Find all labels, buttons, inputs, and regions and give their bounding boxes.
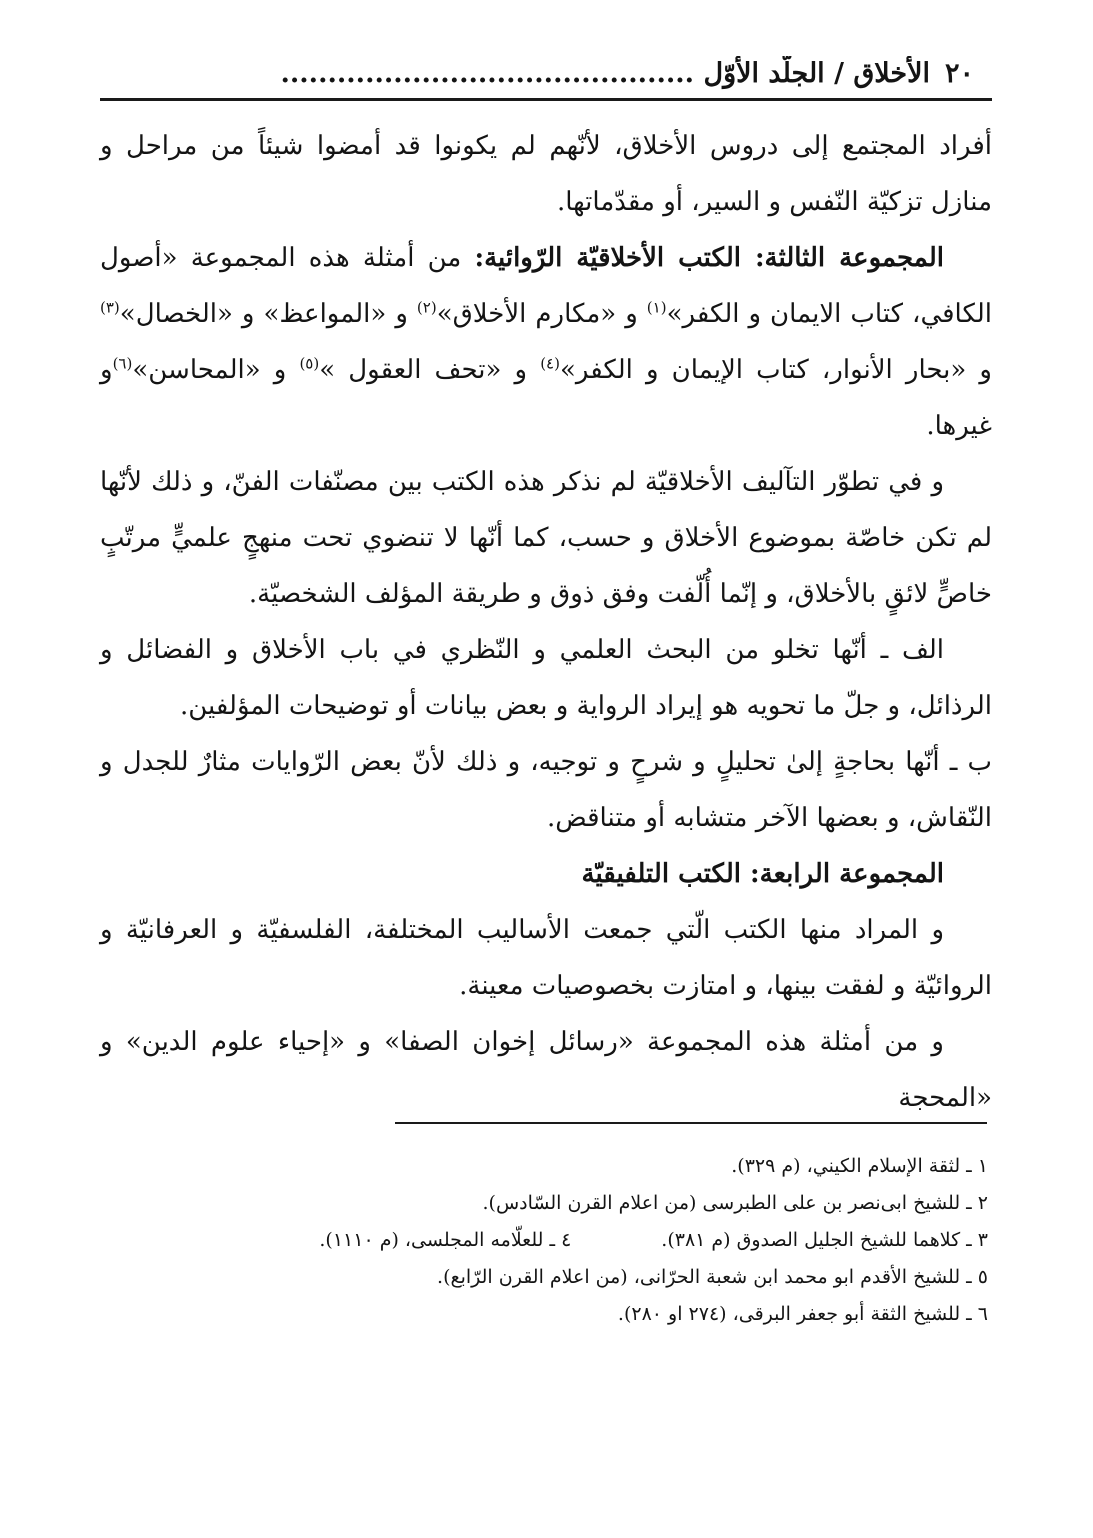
footnotes: [100, 1148, 988, 1333]
text-run: و «مكارم الأخلاق»: [436, 299, 647, 329]
paragraph: و في تطوّر التآليف الأخلاقيّة لم نذكر هذه الكتب بين مصنّفات الفنّ، و ذلك لأنّها لم تكن خاصّة بموضوع الأخلاق و حسب، كما أنّها لا تنضوي تحت منهجٍ علميٍّ مرتّبٍ خاصٍّ لائقٍ بالأخلاق، و إنّما أُلّفت وفق ذوق و طريقة المؤلف الشخصيّة.: [100, 467, 992, 609]
footnote: ٣ ـ كلاهما للشيخ الجليل الصدوق (م ٣٨١).: [661, 1229, 988, 1251]
text-run: من أمثلة هذه المجموعة «أصول الكافي، كتاب الايمان و الكفر»: [100, 243, 992, 329]
footnote: ٢ ـ للشيخ ابى‌نصر بن على الطبرسى (من اعلام القرن السّادس).: [482, 1192, 988, 1214]
page-number: ٢٠: [944, 58, 974, 89]
footnote: ٤ ـ للعلّامه المجلسى، (م ١١١٠).: [319, 1229, 572, 1251]
paragraph: و من أمثلة هذه المجموعة «رسائل إخوان الصفا» و «إحياء علوم الدين» و «المحجة: [100, 1027, 992, 1113]
running-title: الأخلاق / الجلّد الأوّل ............................................: [280, 58, 930, 89]
footnote-ref: (٥): [299, 354, 320, 373]
text-run: و «تحف العقول »: [319, 355, 541, 385]
text-run: و «بحار الأنوار، كتاب الإيمان و الكفر»: [559, 355, 992, 385]
paragraph: الف ـ أنّها تخلو من البحث العلمي و النّظري في باب الأخلاق و الفضائل و الرذائل، و جلّ ما تحويه هو إيراد الرواية و بعض بيانات أو توضيحات المؤلفين.: [100, 635, 992, 721]
footnote: ٥ ـ للشيخ الأقدم ابو محمد ابن شعبة الحرّانى، (من اعلام القرن الرّابع).: [437, 1266, 988, 1288]
footnote-ref: (٤): [540, 354, 560, 373]
footnote: ١ ـ لثقة الإسلام الكيني، (م ٣٢٩).: [731, 1155, 988, 1177]
footnote-row: [100, 1222, 988, 1259]
section-heading: المجموعة الرابعة: الكتب التلفيقيّة: [581, 859, 944, 889]
paragraph: أفراد المجتمع إلى دروس الأخلاق، لأنّهم لم يكونوا قد أمضوا شيئاً من مراحل و منازل تزكيّة النّفس و السير، أو مقدّماتها.: [100, 131, 992, 217]
page-header: [100, 50, 992, 102]
footnote-rule: [395, 1122, 987, 1124]
text-run: و غيرها.: [100, 355, 992, 441]
footnote-ref: (٢): [416, 298, 437, 317]
footnote: ٦ ـ للشيخ الثقة أبو جعفر البرقى، (٢٧٤ او ٢٨٠).: [617, 1303, 988, 1325]
footnote-ref: (٣): [100, 298, 120, 317]
text-run: و «المواعظ» و «الخصال»: [119, 299, 417, 329]
paragraph: [100, 230, 992, 454]
paragraph: ب ـ أنّها بحاجةٍ إلىٰ تحليلٍ و شرحٍ و توجيه، و ذلك لأنّ بعض الرّوايات مثارٌ للجدل و النّقاش، و بعضها الآخر متشابه أو متناقض.: [100, 747, 992, 833]
footnote-ref: (٦): [112, 354, 133, 373]
text-run: و «المحاسن»: [132, 355, 300, 385]
footnote-ref: (١): [646, 298, 667, 317]
paragraph: و المراد منها الكتب الّتي جمعت الأساليب المختلفة، الفلسفيّة و العرفانيّة و الروائيّة و لفقت بينها، و امتازت بخصوصيات معينة.: [100, 915, 992, 1001]
section-heading: المجموعة الثالثة: الكتب الأخلاقيّة الرّوائية:: [474, 243, 944, 273]
main-text: [100, 118, 992, 1126]
header-rule: [100, 98, 992, 101]
